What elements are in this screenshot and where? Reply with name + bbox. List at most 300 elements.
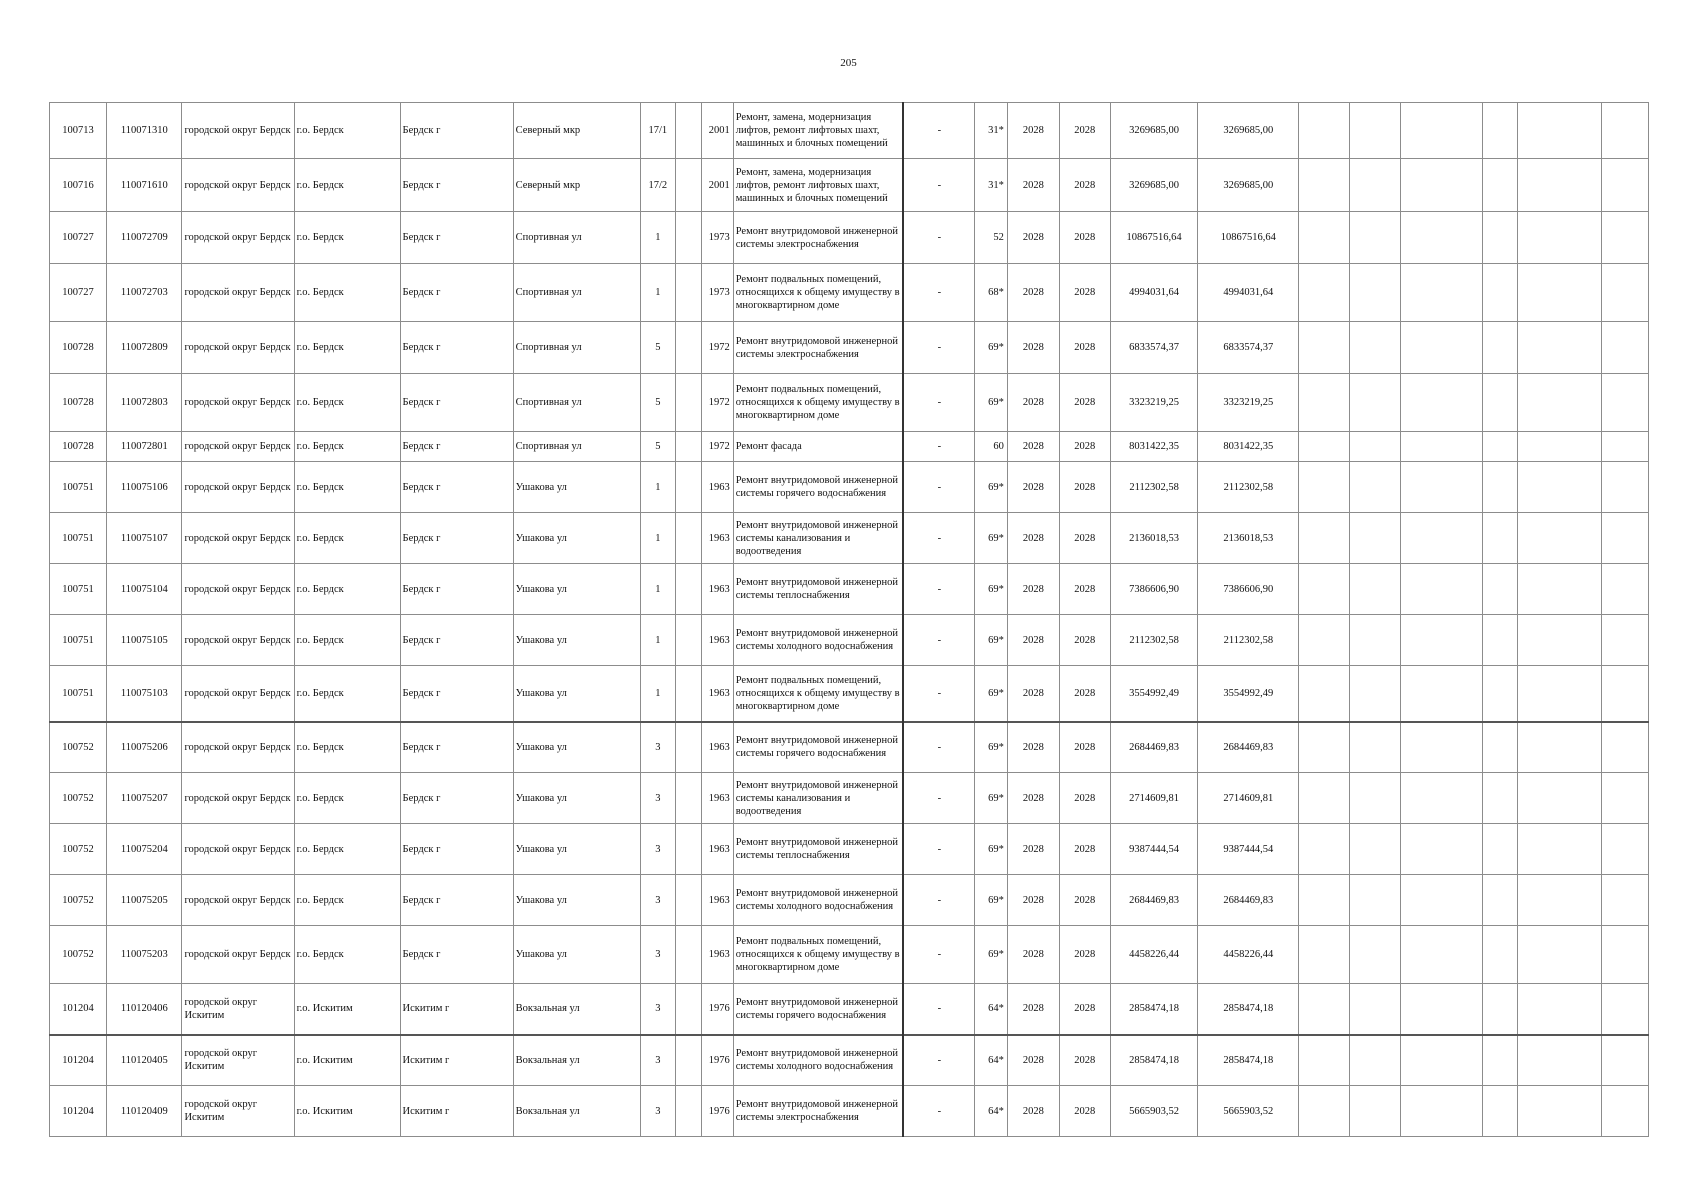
cost-total: 2684469,83 xyxy=(1110,722,1198,773)
settlement: Бердск г xyxy=(400,722,513,773)
empty-cell xyxy=(1401,564,1483,615)
wear-percent: 69* xyxy=(975,615,1008,666)
municipal-district: городской округ Бердск xyxy=(182,212,294,264)
wear-percent: 52 xyxy=(975,212,1008,264)
cost-fund: 10867516,64 xyxy=(1198,212,1299,264)
empty-cell xyxy=(1350,264,1401,322)
empty-cell xyxy=(1482,666,1518,722)
building xyxy=(675,722,701,773)
cost-fund: 2684469,83 xyxy=(1198,722,1299,773)
work-type: Ремонт подвальных помещений, относящихся к общему имуществу в многоквартирном доме xyxy=(733,666,903,722)
table-row xyxy=(50,212,1649,264)
street: Ушакова ул xyxy=(513,615,640,666)
built-year: 1963 xyxy=(702,875,734,926)
settlement: Бердск г xyxy=(400,824,513,875)
table-row xyxy=(50,103,1649,159)
work-type: Ремонт внутридомовой инженерной системы электроснабжения xyxy=(733,212,903,264)
street: Спортивная ул xyxy=(513,322,640,374)
table-row xyxy=(50,374,1649,432)
empty-cell xyxy=(1401,103,1483,159)
building xyxy=(675,1035,701,1086)
municipal-district: городской округ Бердск xyxy=(182,564,294,615)
cost-fund: 3269685,00 xyxy=(1198,103,1299,159)
empty-cell xyxy=(1601,615,1648,666)
municipality: г.о. Искитим xyxy=(294,1086,400,1137)
municipal-district: городской округ Бердск xyxy=(182,926,294,984)
empty-cell xyxy=(1482,984,1518,1035)
municipality: г.о. Бердск xyxy=(294,824,400,875)
work-note: - xyxy=(903,264,974,322)
empty-cell xyxy=(1518,875,1602,926)
work-type: Ремонт внутридомовой инженерной системы горячего водоснабжения xyxy=(733,462,903,513)
built-year: 1973 xyxy=(702,264,734,322)
empty-cell xyxy=(1601,875,1648,926)
cost-total: 3554992,49 xyxy=(1110,666,1198,722)
house-id: 100752 xyxy=(50,926,107,984)
empty-cell xyxy=(1299,1086,1350,1137)
house-id: 100751 xyxy=(50,513,107,564)
plan-year-end: 2028 xyxy=(1059,875,1110,926)
record-id: 110075103 xyxy=(107,666,182,722)
empty-cell xyxy=(1601,564,1648,615)
empty-cell xyxy=(1401,322,1483,374)
settlement: Бердск г xyxy=(400,159,513,212)
building xyxy=(675,212,701,264)
empty-cell xyxy=(1299,322,1350,374)
empty-cell xyxy=(1601,159,1648,212)
work-type: Ремонт внутридомовой инженерной системы холодного водоснабжения xyxy=(733,875,903,926)
plan-year-end: 2028 xyxy=(1059,824,1110,875)
empty-cell xyxy=(1299,824,1350,875)
building xyxy=(675,564,701,615)
empty-cell xyxy=(1482,722,1518,773)
empty-cell xyxy=(1518,564,1602,615)
work-type: Ремонт, замена, модернизация лифтов, ремонт лифтовых шахт, машинных и блочных помещений xyxy=(733,103,903,159)
wear-percent: 60 xyxy=(975,432,1008,462)
plan-year-start: 2028 xyxy=(1007,264,1059,322)
settlement: Бердск г xyxy=(400,926,513,984)
empty-cell xyxy=(1401,462,1483,513)
plan-year-end: 2028 xyxy=(1059,374,1110,432)
cost-fund: 3269685,00 xyxy=(1198,159,1299,212)
house-id: 100752 xyxy=(50,875,107,926)
building xyxy=(675,513,701,564)
repair-program-table xyxy=(49,102,1649,1137)
empty-cell xyxy=(1401,824,1483,875)
plan-year-end: 2028 xyxy=(1059,984,1110,1035)
record-id: 110120406 xyxy=(107,984,182,1035)
plan-year-start: 2028 xyxy=(1007,374,1059,432)
house-id: 100727 xyxy=(50,212,107,264)
empty-cell xyxy=(1601,1086,1648,1137)
empty-cell xyxy=(1299,615,1350,666)
plan-year-start: 2028 xyxy=(1007,824,1059,875)
empty-cell xyxy=(1482,513,1518,564)
wear-percent: 69* xyxy=(975,513,1008,564)
empty-cell xyxy=(1350,615,1401,666)
empty-cell xyxy=(1518,926,1602,984)
empty-cell xyxy=(1299,875,1350,926)
empty-cell xyxy=(1518,773,1602,824)
municipality: г.о. Бердск xyxy=(294,374,400,432)
building xyxy=(675,984,701,1035)
empty-cell xyxy=(1401,773,1483,824)
plan-year-start: 2028 xyxy=(1007,103,1059,159)
street: Спортивная ул xyxy=(513,212,640,264)
settlement: Бердск г xyxy=(400,432,513,462)
house-id: 100751 xyxy=(50,615,107,666)
house-number: 17/1 xyxy=(641,103,676,159)
record-id: 110072801 xyxy=(107,432,182,462)
municipal-district: городской округ Искитим xyxy=(182,1035,294,1086)
wear-percent: 69* xyxy=(975,926,1008,984)
building xyxy=(675,264,701,322)
municipal-district: городской округ Бердск xyxy=(182,513,294,564)
built-year: 1963 xyxy=(702,926,734,984)
municipal-district: городской округ Бердск xyxy=(182,432,294,462)
cost-fund: 8031422,35 xyxy=(1198,432,1299,462)
plan-year-end: 2028 xyxy=(1059,462,1110,513)
municipal-district: городской округ Искитим xyxy=(182,984,294,1035)
settlement: Бердск г xyxy=(400,212,513,264)
table-row xyxy=(50,984,1649,1035)
empty-cell xyxy=(1601,374,1648,432)
house-id: 100751 xyxy=(50,462,107,513)
settlement: Бердск г xyxy=(400,773,513,824)
table-row xyxy=(50,432,1649,462)
empty-cell xyxy=(1518,159,1602,212)
house-id: 100751 xyxy=(50,666,107,722)
empty-cell xyxy=(1518,322,1602,374)
wear-percent: 69* xyxy=(975,824,1008,875)
plan-year-start: 2028 xyxy=(1007,462,1059,513)
built-year: 1963 xyxy=(702,513,734,564)
municipality: г.о. Бердск xyxy=(294,666,400,722)
cost-total: 2684469,83 xyxy=(1110,875,1198,926)
plan-year-start: 2028 xyxy=(1007,564,1059,615)
municipality: г.о. Бердск xyxy=(294,462,400,513)
empty-cell xyxy=(1482,374,1518,432)
building xyxy=(675,666,701,722)
work-type: Ремонт фасада xyxy=(733,432,903,462)
wear-percent: 69* xyxy=(975,666,1008,722)
cost-total: 4458226,44 xyxy=(1110,926,1198,984)
empty-cell xyxy=(1482,264,1518,322)
empty-cell xyxy=(1482,615,1518,666)
settlement: Бердск г xyxy=(400,564,513,615)
house-number: 1 xyxy=(641,212,676,264)
work-note: - xyxy=(903,159,974,212)
plan-year-end: 2028 xyxy=(1059,722,1110,773)
work-note: - xyxy=(903,824,974,875)
building xyxy=(675,1086,701,1137)
table-row xyxy=(50,264,1649,322)
empty-cell xyxy=(1299,462,1350,513)
building xyxy=(675,103,701,159)
wear-percent: 69* xyxy=(975,875,1008,926)
house-id: 100751 xyxy=(50,564,107,615)
empty-cell xyxy=(1401,432,1483,462)
built-year: 1963 xyxy=(702,462,734,513)
record-id: 110075206 xyxy=(107,722,182,773)
work-type: Ремонт внутридомовой инженерной системы горячего водоснабжения xyxy=(733,984,903,1035)
built-year: 2001 xyxy=(702,103,734,159)
plan-year-end: 2028 xyxy=(1059,666,1110,722)
house-id: 100752 xyxy=(50,722,107,773)
record-id: 110072803 xyxy=(107,374,182,432)
work-type: Ремонт внутридомовой инженерной системы горячего водоснабжения xyxy=(733,722,903,773)
cost-total: 2714609,81 xyxy=(1110,773,1198,824)
plan-year-start: 2028 xyxy=(1007,159,1059,212)
house-id: 101204 xyxy=(50,1035,107,1086)
plan-year-start: 2028 xyxy=(1007,666,1059,722)
house-id: 100752 xyxy=(50,773,107,824)
plan-year-start: 2028 xyxy=(1007,773,1059,824)
building xyxy=(675,374,701,432)
municipal-district: городской округ Бердск xyxy=(182,666,294,722)
empty-cell xyxy=(1601,926,1648,984)
empty-cell xyxy=(1518,264,1602,322)
building xyxy=(675,875,701,926)
empty-cell xyxy=(1350,374,1401,432)
record-id: 110120409 xyxy=(107,1086,182,1137)
street: Ушакова ул xyxy=(513,824,640,875)
building xyxy=(675,462,701,513)
empty-cell xyxy=(1350,875,1401,926)
empty-cell xyxy=(1401,264,1483,322)
plan-year-end: 2028 xyxy=(1059,1035,1110,1086)
house-number: 1 xyxy=(641,615,676,666)
plan-year-start: 2028 xyxy=(1007,984,1059,1035)
record-id: 110075205 xyxy=(107,875,182,926)
empty-cell xyxy=(1482,824,1518,875)
street: Спортивная ул xyxy=(513,264,640,322)
empty-cell xyxy=(1518,666,1602,722)
empty-cell xyxy=(1350,212,1401,264)
settlement: Искитим г xyxy=(400,1086,513,1137)
municipal-district: городской округ Бердск xyxy=(182,159,294,212)
plan-year-start: 2028 xyxy=(1007,875,1059,926)
municipality: г.о. Бердск xyxy=(294,513,400,564)
plan-year-start: 2028 xyxy=(1007,322,1059,374)
empty-cell xyxy=(1518,722,1602,773)
work-type: Ремонт внутридомовой инженерной системы холодного водоснабжения xyxy=(733,615,903,666)
empty-cell xyxy=(1350,564,1401,615)
cost-total: 9387444,54 xyxy=(1110,824,1198,875)
empty-cell xyxy=(1601,722,1648,773)
house-number: 3 xyxy=(641,926,676,984)
empty-cell xyxy=(1601,513,1648,564)
empty-cell xyxy=(1401,666,1483,722)
wear-percent: 69* xyxy=(975,722,1008,773)
empty-cell xyxy=(1482,773,1518,824)
street: Ушакова ул xyxy=(513,875,640,926)
cost-total: 6833574,37 xyxy=(1110,322,1198,374)
street: Ушакова ул xyxy=(513,773,640,824)
work-type: Ремонт подвальных помещений, относящихся к общему имуществу в многоквартирном доме xyxy=(733,926,903,984)
wear-percent: 69* xyxy=(975,462,1008,513)
empty-cell xyxy=(1518,1035,1602,1086)
empty-cell xyxy=(1299,926,1350,984)
record-id: 110072703 xyxy=(107,264,182,322)
settlement: Бердск г xyxy=(400,374,513,432)
empty-cell xyxy=(1299,432,1350,462)
house-id: 100728 xyxy=(50,374,107,432)
empty-cell xyxy=(1299,159,1350,212)
plan-year-end: 2028 xyxy=(1059,564,1110,615)
empty-cell xyxy=(1350,1035,1401,1086)
cost-total: 3323219,25 xyxy=(1110,374,1198,432)
table-row xyxy=(50,926,1649,984)
work-note: - xyxy=(903,666,974,722)
plan-year-end: 2028 xyxy=(1059,773,1110,824)
empty-cell xyxy=(1601,984,1648,1035)
house-id: 100752 xyxy=(50,824,107,875)
municipality: г.о. Бердск xyxy=(294,264,400,322)
work-note: - xyxy=(903,322,974,374)
empty-cell xyxy=(1482,432,1518,462)
work-type: Ремонт, замена, модернизация лифтов, ремонт лифтовых шахт, машинных и блочных помещений xyxy=(733,159,903,212)
empty-cell xyxy=(1482,1035,1518,1086)
built-year: 1963 xyxy=(702,824,734,875)
empty-cell xyxy=(1350,513,1401,564)
table-row xyxy=(50,773,1649,824)
street: Ушакова ул xyxy=(513,722,640,773)
cost-total: 2858474,18 xyxy=(1110,1035,1198,1086)
work-type: Ремонт внутридомовой инженерной системы электроснабжения xyxy=(733,1086,903,1137)
wear-percent: 31* xyxy=(975,159,1008,212)
empty-cell xyxy=(1601,773,1648,824)
street: Вокзальная ул xyxy=(513,984,640,1035)
plan-year-end: 2028 xyxy=(1059,212,1110,264)
table-row xyxy=(50,322,1649,374)
empty-cell xyxy=(1350,159,1401,212)
table-row xyxy=(50,513,1649,564)
municipality: г.о. Бердск xyxy=(294,322,400,374)
work-note: - xyxy=(903,212,974,264)
table-row xyxy=(50,1035,1649,1086)
house-id: 101204 xyxy=(50,1086,107,1137)
work-type: Ремонт подвальных помещений, относящихся к общему имуществу в многоквартирном доме xyxy=(733,264,903,322)
cost-fund: 2112302,58 xyxy=(1198,462,1299,513)
cost-fund: 6833574,37 xyxy=(1198,322,1299,374)
table-row xyxy=(50,824,1649,875)
municipal-district: городской округ Бердск xyxy=(182,773,294,824)
municipality: г.о. Бердск xyxy=(294,722,400,773)
empty-cell xyxy=(1482,462,1518,513)
work-note: - xyxy=(903,462,974,513)
cost-total: 5665903,52 xyxy=(1110,1086,1198,1137)
work-type: Ремонт внутридомовой инженерной системы электроснабжения xyxy=(733,322,903,374)
house-number: 3 xyxy=(641,773,676,824)
cost-fund: 9387444,54 xyxy=(1198,824,1299,875)
work-note: - xyxy=(903,926,974,984)
empty-cell xyxy=(1401,722,1483,773)
house-number: 5 xyxy=(641,432,676,462)
cost-total: 10867516,64 xyxy=(1110,212,1198,264)
building xyxy=(675,322,701,374)
built-year: 1963 xyxy=(702,564,734,615)
record-id: 110072809 xyxy=(107,322,182,374)
plan-year-end: 2028 xyxy=(1059,926,1110,984)
plan-year-end: 2028 xyxy=(1059,322,1110,374)
municipality: г.о. Бердск xyxy=(294,103,400,159)
cost-total: 7386606,90 xyxy=(1110,564,1198,615)
empty-cell xyxy=(1299,264,1350,322)
house-number: 1 xyxy=(641,462,676,513)
municipal-district: городской округ Бердск xyxy=(182,462,294,513)
plan-year-end: 2028 xyxy=(1059,264,1110,322)
work-note: - xyxy=(903,875,974,926)
cost-fund: 3323219,25 xyxy=(1198,374,1299,432)
work-note: - xyxy=(903,722,974,773)
municipal-district: городской округ Бердск xyxy=(182,374,294,432)
house-number: 17/2 xyxy=(641,159,676,212)
empty-cell xyxy=(1518,212,1602,264)
street: Спортивная ул xyxy=(513,374,640,432)
table-row xyxy=(50,666,1649,722)
record-id: 110071310 xyxy=(107,103,182,159)
work-type: Ремонт внутридомовой инженерной системы холодного водоснабжения xyxy=(733,1035,903,1086)
street: Ушакова ул xyxy=(513,564,640,615)
empty-cell xyxy=(1601,666,1648,722)
record-id: 110075203 xyxy=(107,926,182,984)
empty-cell xyxy=(1518,984,1602,1035)
settlement: Бердск г xyxy=(400,264,513,322)
wear-percent: 64* xyxy=(975,1086,1008,1137)
work-note: - xyxy=(903,564,974,615)
street: Вокзальная ул xyxy=(513,1035,640,1086)
record-id: 110120405 xyxy=(107,1035,182,1086)
wear-percent: 69* xyxy=(975,564,1008,615)
built-year: 1976 xyxy=(702,1086,734,1137)
cost-total: 3269685,00 xyxy=(1110,159,1198,212)
record-id: 110075204 xyxy=(107,824,182,875)
municipality: г.о. Бердск xyxy=(294,564,400,615)
street: Ушакова ул xyxy=(513,926,640,984)
house-id: 100716 xyxy=(50,159,107,212)
built-year: 1963 xyxy=(702,722,734,773)
house-number: 1 xyxy=(641,264,676,322)
built-year: 1972 xyxy=(702,374,734,432)
empty-cell xyxy=(1401,1035,1483,1086)
cost-fund: 3554992,49 xyxy=(1198,666,1299,722)
record-id: 110071610 xyxy=(107,159,182,212)
cost-total: 2136018,53 xyxy=(1110,513,1198,564)
work-type: Ремонт внутридомовой инженерной системы канализования и водоотведения xyxy=(733,773,903,824)
empty-cell xyxy=(1299,984,1350,1035)
built-year: 1963 xyxy=(702,666,734,722)
house-id: 100713 xyxy=(50,103,107,159)
building xyxy=(675,159,701,212)
cost-fund: 7386606,90 xyxy=(1198,564,1299,615)
empty-cell xyxy=(1482,564,1518,615)
street: Вокзальная ул xyxy=(513,1086,640,1137)
cost-fund: 2714609,81 xyxy=(1198,773,1299,824)
building xyxy=(675,773,701,824)
empty-cell xyxy=(1518,103,1602,159)
table-row xyxy=(50,462,1649,513)
cost-fund: 2136018,53 xyxy=(1198,513,1299,564)
table-row xyxy=(50,159,1649,212)
house-number: 3 xyxy=(641,1086,676,1137)
plan-year-start: 2028 xyxy=(1007,212,1059,264)
empty-cell xyxy=(1601,103,1648,159)
cost-total: 4994031,64 xyxy=(1110,264,1198,322)
empty-cell xyxy=(1350,773,1401,824)
empty-cell xyxy=(1601,264,1648,322)
municipality: г.о. Бердск xyxy=(294,615,400,666)
